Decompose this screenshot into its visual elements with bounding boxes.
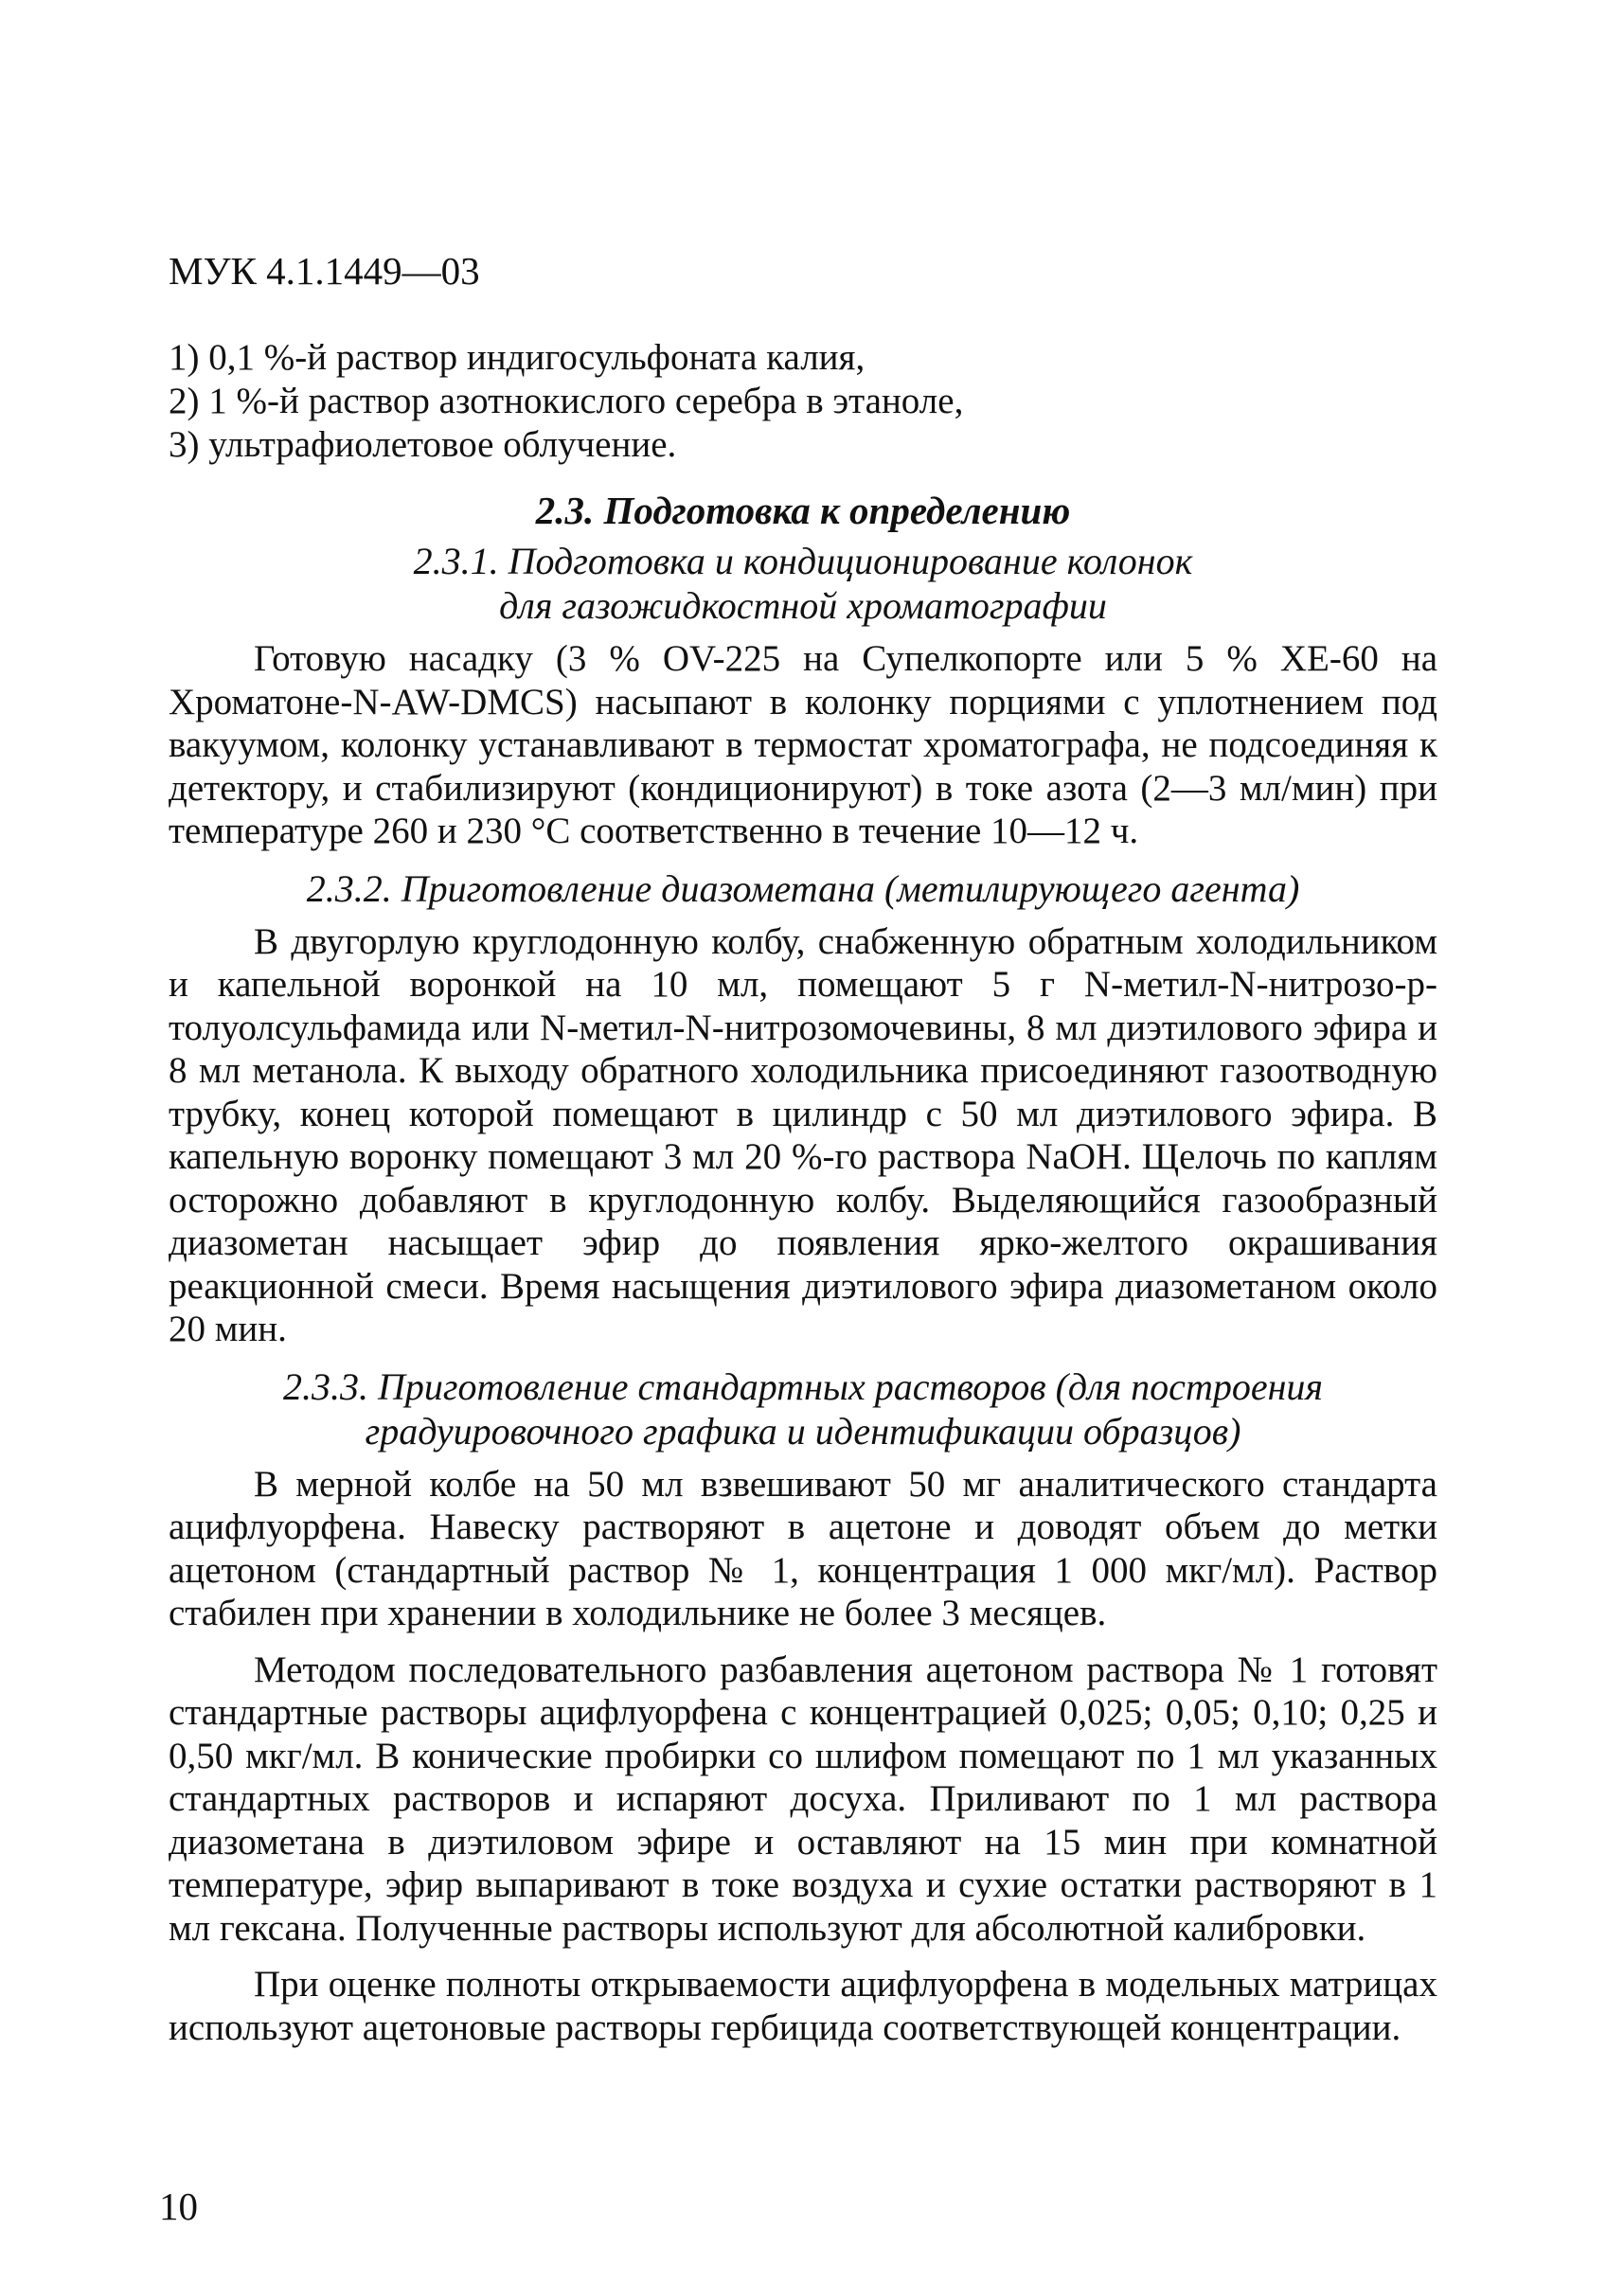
subsection-heading-2-3-3-line1: 2.3.3. Приготовление стандартных растворов (для построения <box>282 1364 1324 1408</box>
subsection-heading-2-3-1-line1: 2.3.1. Подготовка и кондиционирование колонок <box>413 540 1193 582</box>
paragraph-recovery-assessment: При оценке полноты открываемости ацифлуорфена в модельных матрицах используют ацетоновые растворы гербицида соответствующей концентрации. <box>169 1964 1437 2048</box>
subsection-heading-2-3-3-line2: градуировочного графика и идентификации образцов) <box>365 1409 1241 1453</box>
list-item: 1) 0,1 %-й раствор индигосульфоната калия, <box>169 337 866 378</box>
list-item: 2) 1 %-й раствор азотнокислого серебра в этаноле, <box>169 381 964 421</box>
document-body <box>169 488 1437 2049</box>
reagents-list <box>169 336 963 467</box>
paragraph-standard-solution: В мерной колбе на 50 мл взвешивают 50 мг аналитического стандарта ацифлуорфена. Навеску растворяют в ацетоне и доводят объем до метки ацетоном (стандартный раствор № 1, концентрация 1 000 мкг/мл). Раствор стабилен при хранении в холодильнике не более 3 месяцев. <box>169 1463 1437 1633</box>
list-item: 3) ультрафиолетовое облучение. <box>169 424 677 465</box>
section-heading-2-3: 2.3. Подготовка к определению <box>535 489 1071 532</box>
subsection-heading-2-3-2: 2.3.2. Приготовление диазометана (метилирующего агента) <box>306 866 1300 910</box>
page-number: 10 <box>159 2184 198 2228</box>
paragraph-dilution-method: Методом последовательного разбавления ацетоном раствора № 1 готовят стандартные растворы ацифлуорфена с концентрацией 0,025; 0,05; 0,10; 0,25 и 0,50 мкг/мл. В конические пробирки со шлифом помещают по 1 мл указанных стандартных растворов и испаряют досуха. Приливают по 1 мл раствора диазометана в диэтиловом эфире и оставляют на 15 мин при комнатной температуре, эфир выпаривают в токе воздуха и сухие остатки растворяют в 1 мл гексана. Полученные растворы используют для абсолютной калибровки. <box>169 1649 1437 1949</box>
paragraph-diazomethane-preparation: В двугорлую круглодонную колбу, снабженную обратным холодильником и капельной воронкой на 10 мл, помещают 5 г N-метил-N-нитрозо-p-толуолсульфамида или N-метил-N-нитрозомочевины, 8 мл диэтилового эфира и 8 мл метанола. К выходу обратного холодильника присоединяют газоотводную трубку, конец которой помещают в цилиндр с 50 мл диэтилового эфира. В капельную воронку помещают 3 мл 20 %-го раствора NaOH. Щелочь по каплям осторожно добавляют в круглодонную колбу. Выделяющийся газообразный диазометан насыщает эфир до появления ярко-желтого окрашивания реакционной смеси. Время насыщения диэтилового эфира диазометаном около 20 мин. <box>169 920 1437 1349</box>
paragraph-column-preparation: Готовую насадку (3 % OV-225 на Супелкопорте или 5 % XE-60 на Хроматоне-N-AW-DMCS) насыпают в колонку порциями с уплотнением под вакуумом, колонку устанавливают в термостат хроматографа, не подсоединяя к детектору, и стабилизируют (кондиционируют) в токе азота (2—3 мл/мин) при температуре 260 и 230 °C соответственно в течение 10—12 ч. <box>169 638 1437 851</box>
document-code: МУК 4.1.1449—03 <box>169 249 480 293</box>
subsection-heading-2-3-1-line2: для газожидкостной хроматографии <box>499 584 1107 627</box>
